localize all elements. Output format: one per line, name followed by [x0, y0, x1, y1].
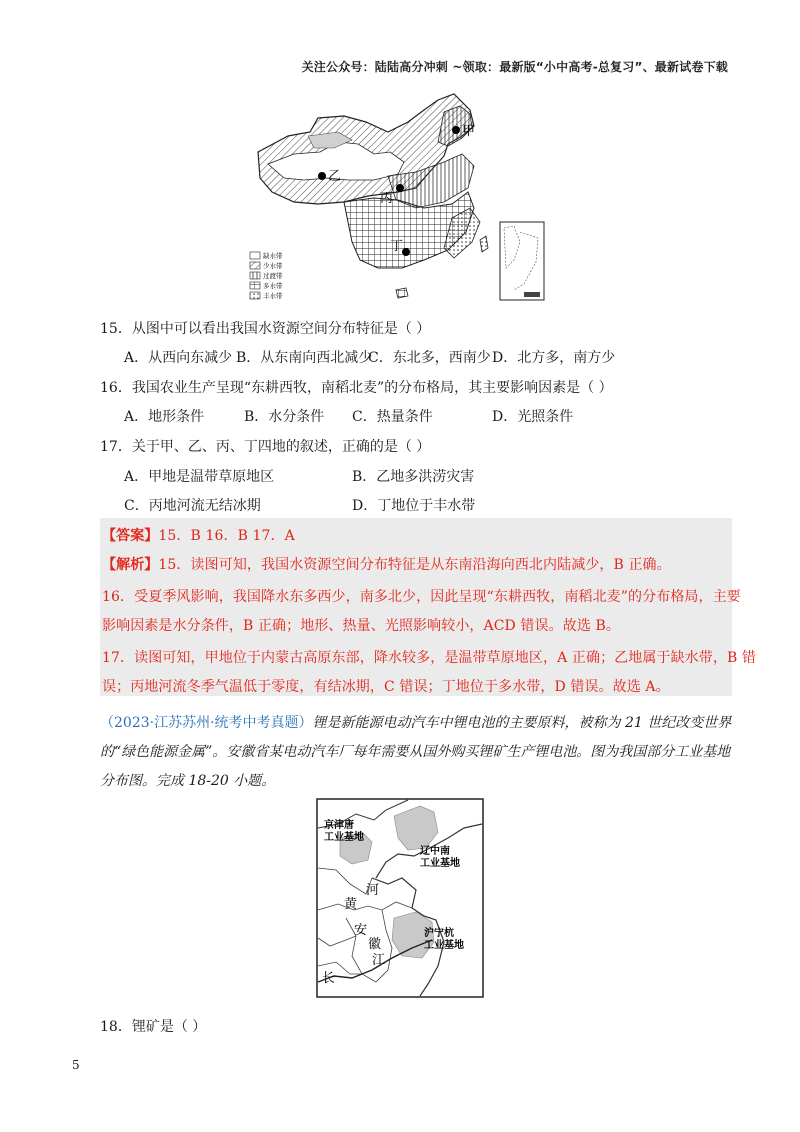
svg-text:多水带: 多水带 — [263, 282, 283, 290]
q15-option-c: C．东北多，西南少 — [368, 350, 491, 366]
china-water-map — [248, 92, 548, 304]
q16-option-c: C．热量条件 — [352, 409, 433, 425]
svg-text:丰水带: 丰水带 — [263, 292, 283, 300]
analysis-text-1: 15．读图可知，我国水资源空间分布特征是从东南沿海向西北内陆减少，B 正确。 — [158, 557, 671, 573]
industrial-base-map — [316, 798, 484, 998]
intro-line-3: 分布图。完成 18-20 小题。 — [100, 773, 276, 789]
page-number: 5 — [72, 1058, 80, 1072]
point-jia — [452, 126, 460, 134]
answer-text: 15．B 16．B 17．A — [158, 528, 295, 544]
svg-text:京津唐: 京津唐 — [324, 820, 354, 831]
svg-text:工业基地: 工业基地 — [324, 832, 364, 843]
analysis-line-2: 16．受夏季风影响，我国降水东多西少，南多北少，因此呈现“东耕西牧，南稻北麦”的分布格局，主要 — [102, 589, 741, 605]
label-bing: 丙 — [380, 191, 394, 206]
q16-option-a: A．地形条件 — [124, 409, 205, 425]
q17-option-a: A．甲地是温带草原地区 — [124, 469, 275, 485]
label-jia: 甲 — [462, 124, 476, 139]
intro-line-2: 的“绿色能源金属”。安徽省某电动汽车厂每年需要从国外购买锂矿生产锂电池。图为我国部分工业基地 — [100, 744, 731, 760]
answer-tag: 【答案】 — [102, 528, 159, 544]
svg-text:辽中南: 辽中南 — [420, 846, 450, 857]
question-18-stem: 18．锂矿是（ ） — [100, 1019, 207, 1035]
question-15-stem: 15．从图中可以看出我国水资源空间分布特征是（ ） — [100, 321, 431, 337]
svg-text:缺水带: 缺水带 — [263, 252, 283, 260]
svg-text:江: 江 — [372, 953, 386, 968]
map1-legend — [250, 251, 283, 300]
analysis-tag: 【解析】 — [102, 557, 159, 573]
q16-option-b: B．水分条件 — [244, 409, 325, 425]
answer-line — [102, 525, 295, 545]
intro-source: （2023·江苏苏州·统考中考真题） — [100, 715, 313, 731]
q15-option-d: D．北方多，南方少 — [492, 350, 616, 366]
q16-option-d: D．光照条件 — [492, 409, 574, 425]
svg-text:少水带: 少水带 — [263, 262, 283, 270]
q15-option-a: A．从西向东减少 — [124, 350, 233, 366]
question-17-stem: 17．关于甲、乙、丙、丁四地的叙述，正确的是（ ） — [100, 439, 431, 455]
page-header: 关注公众号：陆陆高分冲刺 ~领取：最新版“小中高考-总复习”、最新试卷下载 — [301, 60, 728, 74]
svg-text:安: 安 — [354, 923, 368, 938]
analysis-line-4: 17．读图可知，甲地位于内蒙古高原东部，降水较多，是温带草原地区，A 正确；乙地属于缺水带，B 错 — [102, 650, 757, 666]
point-yi — [318, 172, 326, 180]
analysis-line-5: 误；丙地河流冬季气温低于零度，有结冰期，C 错误；丁地位于多水带，D 错误。故选 A。 — [102, 679, 670, 695]
south-china-sea-inset — [500, 222, 544, 300]
question-16-stem: 16．我国农业生产呈现“东耕西牧，南稻北麦”的分布格局，其主要影响因素是（ ） — [100, 380, 613, 396]
label-yi: 乙 — [328, 169, 342, 184]
analysis-line-3: 影响因素是水分条件，B 正确；地形、热量、光照影响较小，ACD 错误。故选 B。 — [102, 618, 620, 634]
q17-option-c: C．丙地河流无结冰期 — [124, 498, 261, 514]
q15-option-b: B．从东南向西北减少 — [236, 350, 373, 366]
q17-option-b: B．乙地多洪涝灾害 — [352, 469, 475, 485]
svg-text:沪宁杭: 沪宁杭 — [424, 928, 454, 939]
svg-text:河: 河 — [366, 883, 380, 898]
point-bing — [396, 184, 404, 192]
point-ding — [402, 248, 410, 256]
svg-text:长: 长 — [322, 971, 336, 986]
intro-text-1: 锂是新能源电动汽车中锂电池的主要原料，被称为 21 世纪改变世界 — [312, 715, 732, 731]
label-ding: 丁 — [390, 239, 404, 254]
svg-text:工业基地: 工业基地 — [424, 940, 464, 951]
intro-line-1 — [100, 712, 731, 732]
svg-text:黄: 黄 — [344, 897, 358, 912]
q17-option-d: D．丁地位于丰水带 — [352, 498, 476, 514]
svg-text:过渡带: 过渡带 — [263, 272, 283, 280]
analysis-line-1 — [102, 554, 671, 574]
svg-text:工业基地: 工业基地 — [420, 858, 460, 869]
svg-text:徽: 徽 — [368, 937, 382, 952]
